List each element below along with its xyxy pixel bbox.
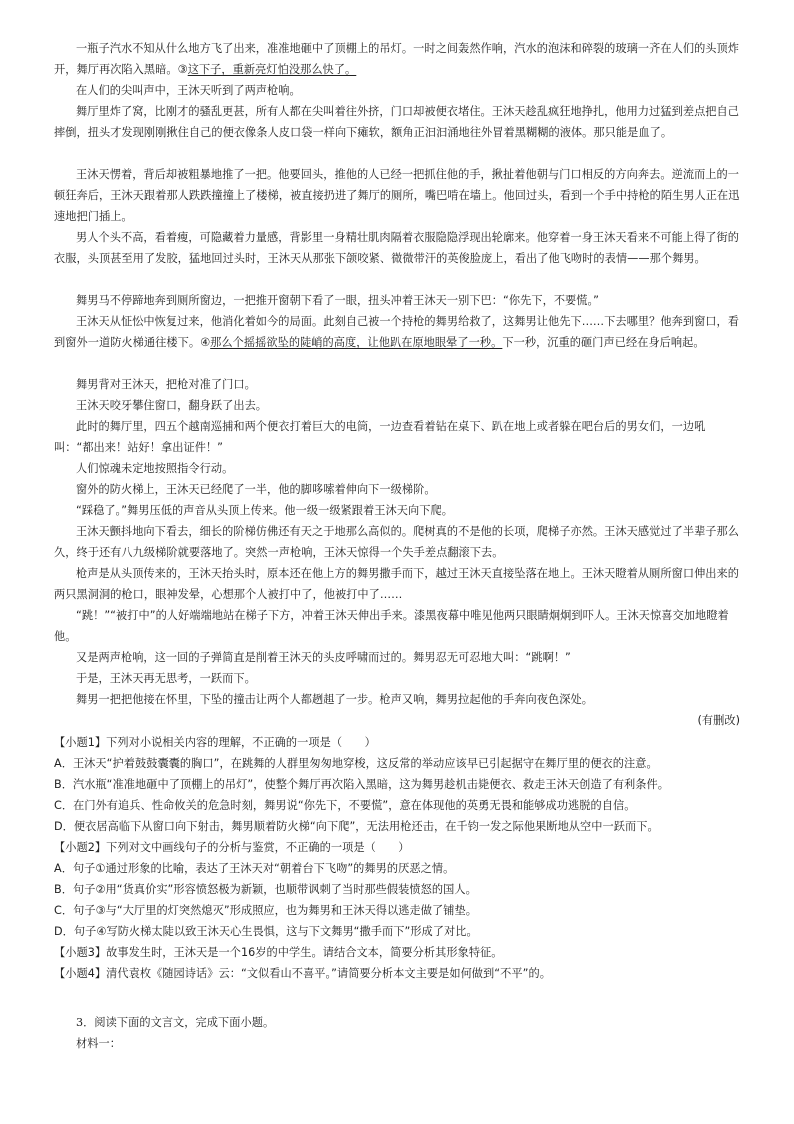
story-paragraph-11: 人们惊魂未定地按照指令行动。 [76, 462, 234, 475]
question-3: 【小题3】故事发生时，王沐天是一个16岁的中学生。请结合文本，简要分析其形象特征。 [54, 946, 503, 959]
story-paragraph-17: 又是两声枪响，这一回的子弹简直是削着王沐天的头皮呼啸而过的。舞男忍无可忍地大叫：“跳啊！” [76, 651, 571, 664]
story-paragraph-5: 男人个头不高，看着瘦，可隐藏着力量感，背影里一身精壮肌肉隔着衣服隐隐浮现出轮廓来。他穿着一身王沐天看来不可能上得了街的衣服，头顶甚至用了发胶，猛地回过头时，王沐天从那张下颌咬紧、微微带汗的英俊脸庞上，看出了他飞吻时的表情——那个舞男。 [54, 231, 740, 265]
source-note: (有删改) [697, 714, 740, 727]
question-2-option-b: B．句子②用“货真价实”形容愤怒极为新颖，也顺带讽刺了当时那些假装愤怒的国人。 [54, 883, 477, 896]
question-1-option-b: B．汽水瓶“准准地砸中了顶棚上的吊灯”，使整个舞厅再次陷入黑暗，这为舞男趁机击毙便衣、救走王沐天创造了有利条件。 [54, 778, 670, 791]
question-2-option-a: A．句子①通过形象的比喻，表达了王沐天对“朝着台下飞吻”的舞男的厌恶之情。 [54, 862, 455, 875]
question-1-option-c: C．在门外有追兵、性命攸关的危急时刻，舞男说“你先下，不要慌”，意在体现他的英勇无畏和能够成功逃脱的自信。 [54, 799, 636, 812]
question-1-stem: 【小题1】下列对小说相关内容的理解，不正确的一项是（ ） [54, 736, 376, 749]
story-paragraph-14: 王沐天颤抖地向下看去，细长的阶梯仿佛还有天之于地那么高似的。爬树真的不是他的长项，爬梯子亦然。王沐天感觉过了半辈子那么久，终于还有八九级梯阶就要落地了。突然一声枪响，王沐天惊得一个失手差点翻滚下去。 [54, 525, 740, 559]
question-1-option-d: D．便衣居高临下从窗口向下射击，舞男顺着防火梯“向下爬”，无法用枪还击，在千钧一发之际他果断地从空中一跃而下。 [54, 820, 659, 833]
material-1-label: 材料一： [76, 1037, 121, 1050]
story-paragraph-16: “跳！”“被打中”的人好端端地站在梯子下方，冲着王沐天伸出手来。漆黑夜幕中唯见他两只眼睛炯炯到吓人。王沐天惊喜交加地瞪着他。 [54, 609, 729, 643]
story-paragraph-1 [54, 38, 740, 80]
story-paragraph-18: 于是，王沐天再无思考，一跃而下。 [76, 672, 256, 685]
question-1-option-a: A．王沐天“护着鼓鼓囊囊的胸口”，在跳舞的人群里匆匆地穿梭，这反常的举动应该早已引起据守在舞厅里的便衣的注意。 [54, 757, 658, 770]
story-paragraph-15: 枪声是从头顶传来的，王沐天抬头时，原本还在他上方的舞男撒手而下，越过王沐天直接坠落在地上。王沐天瞪着从厕所窗口伸出来的两只黑洞洞的枪口，眼神发晕，心想那个人被打中了，他被打中了…… [54, 567, 740, 601]
question-4: 【小题4】清代袁枚《随园诗话》云：“文似看山不喜平。”请简要分析本文主要是如何做到“不平”的。 [54, 967, 551, 980]
story-paragraph-6: 舞男马不停蹄地奔到厕所窗边，一把推开窗朝下看了一眼，扭头冲着王沐天一别下巴：“你先下，不要慌。” [76, 294, 600, 307]
story-paragraph-9: 王沐天咬牙攀住窗口，翻身跃了出去。 [76, 399, 268, 412]
story-paragraph-8: 舞男背对王沐天，把枪对准了门口。 [76, 378, 256, 391]
story-paragraph-13: “踩稳了。”舞男压低的声音从头顶上传来。他一级一级紧跟着王沐天向下爬。 [76, 504, 453, 517]
underlined-sentence-3: 这下子，重新亮灯怕没那么快了。 [187, 63, 357, 76]
story-paragraph-19: 舞男一把把他接在怀里，下坠的撞击让两个人都趔趄了一步。枪声又响，舞男拉起他的手奔向夜色深处。 [76, 693, 593, 706]
story-paragraph-10: 此时的舞厅里，四五个越南巡捕和两个便衣打着巨大的电筒，一边查看着钻在桌下、趴在地上或者躲在吧台后的男女们，一边吼叫：“都出来！站好！拿出证件！” [54, 420, 706, 454]
paragraph-text: 一瓶子汽水不知从什么地方飞了出来，准准地砸中了顶棚上的吊灯。一时之间轰然作响，汽水的泡沫和碎裂的玻璃一齐在人们的头顶炸开，舞厅再次陷入黑暗。③ [54, 42, 740, 76]
story-paragraph-3: 舞厅里炸了窝，比刚才的骚乱更甚，所有人都在尖叫着往外挤，门口却被便衣堵住。王沐天趁乱疯狂地挣扎，他用力过猛到差点把自己摔倒，扭头才发现刚刚揪住自己的便衣像条人皮口袋一样向下瘫软，额角正汩汩涌地往外冒着黑糊糊的液体。那只能是血了。 [54, 105, 740, 139]
question-2-option-c: C．句子③与“大厅里的灯突然熄灭”形成照应，也为舞男和王沐天得以逃走做了铺垫。 [54, 904, 477, 917]
story-paragraph-7 [54, 311, 740, 353]
underlined-sentence-4: 那么个摇摇欲坠的陡峭的高度，让他趴在原地眼晕了一秒。 [210, 336, 503, 349]
story-paragraph-12: 窗外的防火梯上，王沐天已经爬了一半，他的脚哆嗦着伸向下一级梯阶。 [76, 483, 436, 496]
paragraph-text: 下一秒，沉重的砸门声已经在身后响起。 [502, 336, 705, 349]
question-2-stem: 【小题2】下列对文中画线句子的分析与鉴赏，不正确的一项是（ ） [54, 841, 410, 854]
story-paragraph-4: 王沐天愣着，背后却被粗暴地推了一把。他要回头，推他的人已经一把抓住他的手，揪扯着他朝与门口相反的方向奔去。逆流而上的一顿狂奔后，王沐天跟着那人跌跌撞撞上了楼梯，被直接扔进了舞厅的厕所，嘴巴啃在墙上。他回过头，看到一个手中持枪的陌生男人正在迅速地把门插上。 [54, 168, 740, 223]
story-paragraph-2: 在人们的尖叫声中，王沐天听到了两声枪响。 [76, 84, 301, 97]
paragraph-text: 王沐天从怔忪中恢复过来，他消化着如今的局面。此刻自己被一个持枪的舞男给救了，这舞男让他先下……下去哪里？他奔到窗口，看到窗外一道防火梯通往楼下。④ [54, 315, 740, 349]
question-2-option-d: D．句子④写防火梯太陡以致王沐天心生畏惧，这与下文舞男“撒手而下”形成了对比。 [54, 925, 478, 938]
section-3-heading: 3．阅读下面的文言文，完成下面小题。 [76, 1016, 275, 1029]
